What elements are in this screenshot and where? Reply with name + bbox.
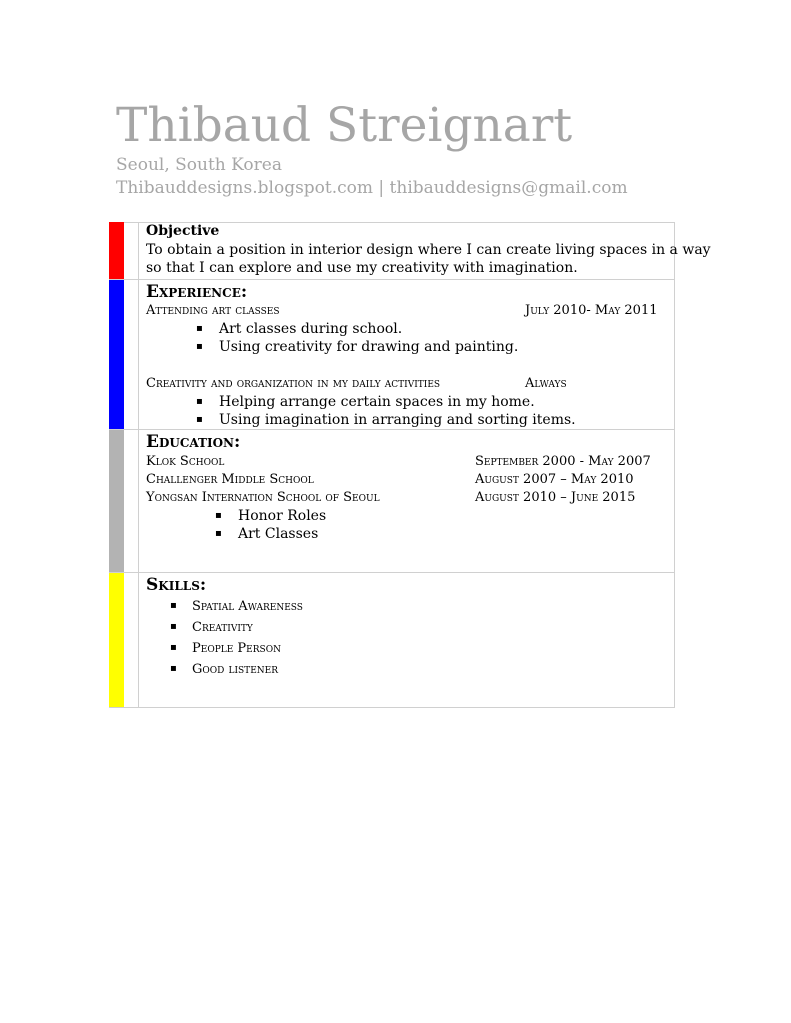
objective-line-2: so that I can explore and use my creativity with imagination. (146, 260, 578, 276)
skills-cell (140, 573, 675, 707)
experience-row (109, 280, 675, 430)
objective-cell (140, 222, 711, 279)
experience-date: Always (525, 376, 567, 391)
school-name: Challenger Middle School (146, 472, 314, 487)
bullet-icon: ▪ (215, 510, 222, 521)
skills-heading: Skills: (146, 575, 207, 595)
skill-item: People Person (192, 641, 281, 656)
bullet-icon: ▪ (196, 396, 203, 407)
resume-header (116, 98, 628, 200)
resume-contact: Thibauddesigns.blogspot.com | thibauddesigns@gmail.com (116, 178, 628, 198)
row-spacer (124, 573, 139, 707)
bullet-icon: ▪ (196, 341, 203, 352)
experience-bullet: Using creativity for drawing and painting. (219, 339, 519, 355)
skill-item: Creativity (192, 620, 253, 635)
education-row (109, 430, 675, 573)
skills-row (109, 573, 675, 708)
skill-item: Spatial Awareness (192, 599, 303, 614)
resume-table (109, 222, 711, 707)
experience-cell (140, 280, 675, 429)
objective-line-1: To obtain a position in interior design where I can create living spaces in a way (146, 242, 711, 258)
experience-bullet: Art classes during school. (219, 321, 403, 337)
objective-color-bar (109, 222, 124, 279)
objective-title: Objective (146, 223, 220, 239)
experience-date: July 2010- May 2011 (525, 303, 658, 318)
resume-name: Thibaud Streignart (116, 98, 573, 153)
skills-color-bar (109, 573, 124, 707)
education-heading: Education: (146, 432, 241, 452)
objective-row (109, 222, 711, 280)
row-spacer (124, 430, 139, 572)
row-spacer (124, 222, 139, 279)
bullet-icon: ▪ (170, 621, 177, 632)
bullet-icon: ▪ (196, 323, 203, 334)
experience-role: Attending art classes (146, 303, 280, 318)
bullet-icon: ▪ (170, 663, 177, 674)
school-name: Klok School (146, 454, 225, 469)
education-bullet: Art Classes (238, 526, 319, 542)
school-name: Yongsan Internation School of Seoul (146, 490, 380, 505)
school-date: September 2000 - May 2007 (475, 454, 651, 469)
school-date: August 2007 – May 2010 (475, 472, 634, 487)
bullet-icon: ▪ (196, 414, 203, 425)
skill-item: Good listener (192, 662, 278, 677)
experience-bullet: Using imagination in arranging and sorting items. (219, 412, 576, 428)
education-bullet: Honor Roles (238, 508, 327, 524)
bullet-icon: ▪ (215, 528, 222, 539)
bullet-icon: ▪ (170, 600, 177, 611)
experience-role: Creativity and organization in my daily activities (146, 376, 441, 391)
experience-heading: Experience: (146, 282, 248, 302)
experience-color-bar (109, 280, 124, 429)
school-date: August 2010 – June 2015 (475, 490, 636, 505)
education-cell (140, 430, 675, 572)
education-color-bar (109, 430, 124, 572)
bullet-icon: ▪ (170, 642, 177, 653)
row-spacer (124, 280, 139, 429)
experience-bullet: Helping arrange certain spaces in my home. (219, 394, 535, 410)
resume-location: Seoul, South Korea (116, 155, 282, 175)
